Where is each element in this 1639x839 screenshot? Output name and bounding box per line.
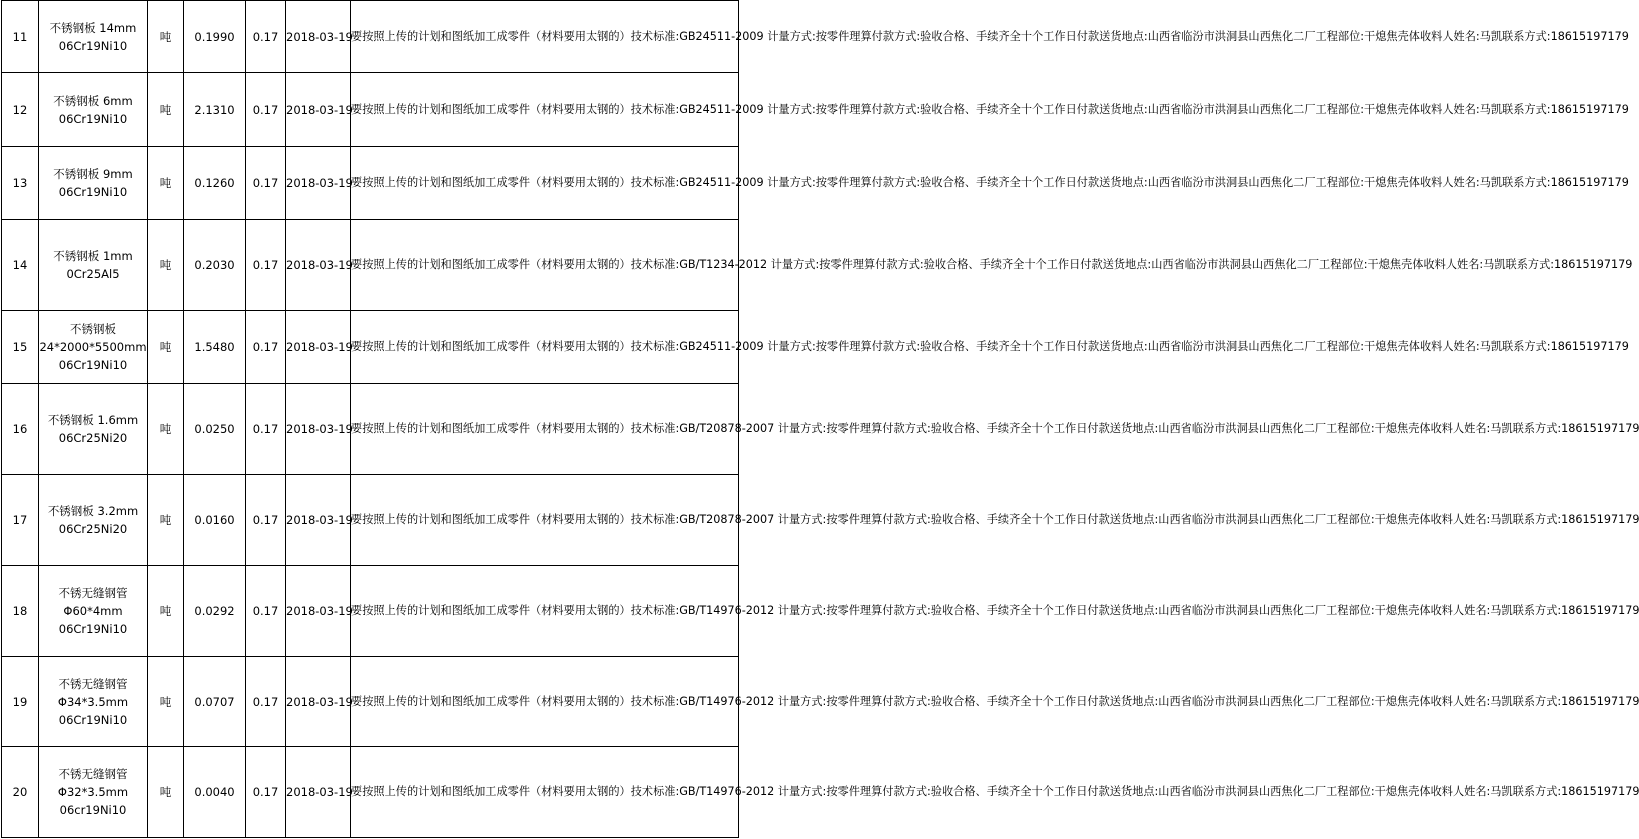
- row-number: 13: [2, 147, 39, 220]
- unit-cell: 吨: [148, 747, 184, 838]
- row-number: 12: [2, 73, 39, 147]
- row-number: 14: [2, 220, 39, 311]
- table-row: [2, 73, 739, 147]
- row-number: 11: [2, 1, 39, 73]
- table-row: [2, 384, 739, 475]
- item-cell: [39, 475, 148, 566]
- item-cell: [39, 1, 148, 73]
- date-cell: 2018-03-19: [286, 311, 351, 384]
- requirements-cell: 要按照上传的计划和图纸加工成零件（材料要用太钢的）技术标准:GB/T14976-2012 计量方式:按零件理算付款方式:验收合格、手续齐全十个工作日付款送货地点:山西省临汾市洪洞县山西焦化二厂工程部位:干熄焦壳体收料人姓名:马凯联系方式:18615197179: [351, 747, 739, 838]
- item-cell: [39, 657, 148, 747]
- item-size: Φ60*4mm: [63, 604, 123, 618]
- item-size: Φ32*3.5mm: [57, 785, 129, 799]
- item-size: 24*2000*5500mm: [39, 340, 147, 354]
- row-number: 19: [2, 657, 39, 747]
- item-cell: [39, 147, 148, 220]
- date-cell: 2018-03-19: [286, 73, 351, 147]
- unit-cell: 吨: [148, 657, 184, 747]
- quantity-cell: 0.0707: [184, 657, 246, 747]
- quantity-cell: 0.0160: [184, 475, 246, 566]
- price-cell: 0.17: [246, 220, 286, 311]
- quantity-cell: 0.0040: [184, 747, 246, 838]
- quantity-cell: 0.0292: [184, 566, 246, 657]
- requirements-cell: 要按照上传的计划和图纸加工成零件（材料要用太钢的）技术标准:GB24511-2009 计量方式:按零件理算付款方式:验收合格、手续齐全十个工作日付款送货地点:山西省临汾市洪洞县山西焦化二厂工程部位:干熄焦壳体收料人姓名:马凯联系方式:18615197179: [351, 147, 739, 220]
- requirements-cell: 要按照上传的计划和图纸加工成零件（材料要用太钢的）技术标准:GB/T20878-2007 计量方式:按零件理算付款方式:验收合格、手续齐全十个工作日付款送货地点:山西省临汾市洪洞县山西焦化二厂工程部位:干熄焦壳体收料人姓名:马凯联系方式:18615197179: [351, 475, 739, 566]
- price-cell: 0.17: [246, 311, 286, 384]
- table-row: [2, 475, 739, 566]
- row-number: 18: [2, 566, 39, 657]
- price-cell: 0.17: [246, 147, 286, 220]
- requirements-cell: 要按照上传的计划和图纸加工成零件（材料要用太钢的）技术标准:GB24511-2009 计量方式:按零件理算付款方式:验收合格、手续齐全十个工作日付款送货地点:山西省临汾市洪洞县山西焦化二厂工程部位:干熄焦壳体收料人姓名:马凯联系方式:18615197179: [351, 1, 739, 73]
- item-cell: [39, 566, 148, 657]
- table-row: [2, 657, 739, 747]
- item-material: 06Cr19Ni10: [58, 111, 128, 126]
- price-cell: 0.17: [246, 1, 286, 73]
- item-material: 06Cr19Ni10: [58, 38, 128, 53]
- procurement-table: [1, 0, 1639, 838]
- price-cell: 0.17: [246, 73, 286, 147]
- item-cell: [39, 311, 148, 384]
- date-cell: 2018-03-19: [286, 657, 351, 747]
- requirements-cell: 要按照上传的计划和图纸加工成零件（材料要用太钢的）技术标准:GB/T14976-2012 计量方式:按零件理算付款方式:验收合格、手续齐全十个工作日付款送货地点:山西省临汾市洪洞县山西焦化二厂工程部位:干熄焦壳体收料人姓名:马凯联系方式:18615197179: [351, 657, 739, 747]
- row-number: 17: [2, 475, 39, 566]
- quantity-cell: 0.1260: [184, 147, 246, 220]
- quantity-cell: 0.1990: [184, 1, 246, 73]
- date-cell: 2018-03-19: [286, 747, 351, 838]
- item-name: 不锈钢板 9mm: [53, 167, 133, 181]
- table-row: [2, 1, 739, 73]
- date-cell: 2018-03-19: [286, 147, 351, 220]
- row-number: 16: [2, 384, 39, 475]
- date-cell: 2018-03-19: [286, 475, 351, 566]
- unit-cell: 吨: [148, 73, 184, 147]
- requirements-cell: 要按照上传的计划和图纸加工成零件（材料要用太钢的）技术标准:GB/T14976-2012 计量方式:按零件理算付款方式:验收合格、手续齐全十个工作日付款送货地点:山西省临汾市洪洞县山西焦化二厂工程部位:干熄焦壳体收料人姓名:马凯联系方式:18615197179: [351, 566, 739, 657]
- table-row: [2, 220, 739, 311]
- item-size: Φ34*3.5mm: [57, 694, 129, 709]
- item-material: 06Cr25Ni20: [58, 522, 128, 536]
- quantity-cell: 1.5480: [184, 311, 246, 384]
- item-name: 不锈钢板 14mm: [49, 20, 137, 35]
- unit-cell: 吨: [148, 220, 184, 311]
- table-row: [2, 747, 739, 838]
- item-name: 不锈钢板 6mm: [53, 93, 133, 108]
- price-cell: 0.17: [246, 657, 286, 747]
- table-row: [2, 566, 739, 657]
- unit-cell: 吨: [148, 475, 184, 566]
- item-material: 06Cr19Ni10: [58, 185, 128, 199]
- price-cell: 0.17: [246, 475, 286, 566]
- requirements-cell: 要按照上传的计划和图纸加工成零件（材料要用太钢的）技术标准:GB24511-2009 计量方式:按零件理算付款方式:验收合格、手续齐全十个工作日付款送货地点:山西省临汾市洪洞县山西焦化二厂工程部位:干熄焦壳体收料人姓名:马凯联系方式:18615197179: [351, 73, 739, 147]
- item-material: 06Cr19Ni10: [58, 358, 128, 372]
- row-number: 20: [2, 747, 39, 838]
- table-row: [2, 147, 739, 220]
- row-number: 15: [2, 311, 39, 384]
- unit-cell: 吨: [148, 1, 184, 73]
- item-material: 06Cr19Ni10: [58, 622, 128, 636]
- unit-cell: 吨: [148, 384, 184, 475]
- item-name: 不锈钢板: [70, 322, 116, 336]
- date-cell: 2018-03-19: [286, 220, 351, 311]
- item-material: 06Cr25Ni20: [58, 431, 128, 445]
- item-name: 不锈无缝钢管: [58, 676, 128, 691]
- quantity-cell: 0.2030: [184, 220, 246, 311]
- table-row: [2, 311, 739, 384]
- item-cell: [39, 384, 148, 475]
- price-cell: 0.17: [246, 384, 286, 475]
- requirements-cell: 要按照上传的计划和图纸加工成零件（材料要用太钢的）技术标准:GB/T20878-2007 计量方式:按零件理算付款方式:验收合格、手续齐全十个工作日付款送货地点:山西省临汾市洪洞县山西焦化二厂工程部位:干熄焦壳体收料人姓名:马凯联系方式:18615197179: [351, 384, 739, 475]
- price-cell: 0.17: [246, 566, 286, 657]
- item-material: 06cr19Ni10: [59, 803, 127, 817]
- item-name: 不锈钢板 1.6mm: [47, 413, 139, 427]
- unit-cell: 吨: [148, 311, 184, 384]
- item-name: 不锈钢板 1mm: [53, 249, 133, 263]
- quantity-cell: 0.0250: [184, 384, 246, 475]
- price-cell: 0.17: [246, 747, 286, 838]
- item-cell: [39, 747, 148, 838]
- unit-cell: 吨: [148, 566, 184, 657]
- item-name: 不锈钢板 3.2mm: [47, 504, 139, 518]
- date-cell: 2018-03-19: [286, 566, 351, 657]
- quantity-cell: 2.1310: [184, 73, 246, 147]
- requirements-cell: 要按照上传的计划和图纸加工成零件（材料要用太钢的）技术标准:GB24511-2009 计量方式:按零件理算付款方式:验收合格、手续齐全十个工作日付款送货地点:山西省临汾市洪洞县山西焦化二厂工程部位:干熄焦壳体收料人姓名:马凯联系方式:18615197179: [351, 311, 739, 384]
- item-name: 不锈无缝钢管: [58, 586, 128, 600]
- item-name: 不锈无缝钢管: [58, 767, 128, 781]
- item-material: 06Cr19Ni10: [58, 712, 128, 727]
- item-material: 0Cr25Al5: [66, 267, 120, 281]
- item-cell: [39, 73, 148, 147]
- item-cell: [39, 220, 148, 311]
- date-cell: 2018-03-19: [286, 384, 351, 475]
- unit-cell: 吨: [148, 147, 184, 220]
- date-cell: 2018-03-19: [286, 1, 351, 73]
- requirements-cell: 要按照上传的计划和图纸加工成零件（材料要用太钢的）技术标准:GB/T1234-2012 计量方式:按零件理算付款方式:验收合格、手续齐全十个工作日付款送货地点:山西省临汾市洪洞县山西焦化二厂工程部位:干熄焦壳体收料人姓名:马凯联系方式:18615197179: [351, 220, 739, 311]
